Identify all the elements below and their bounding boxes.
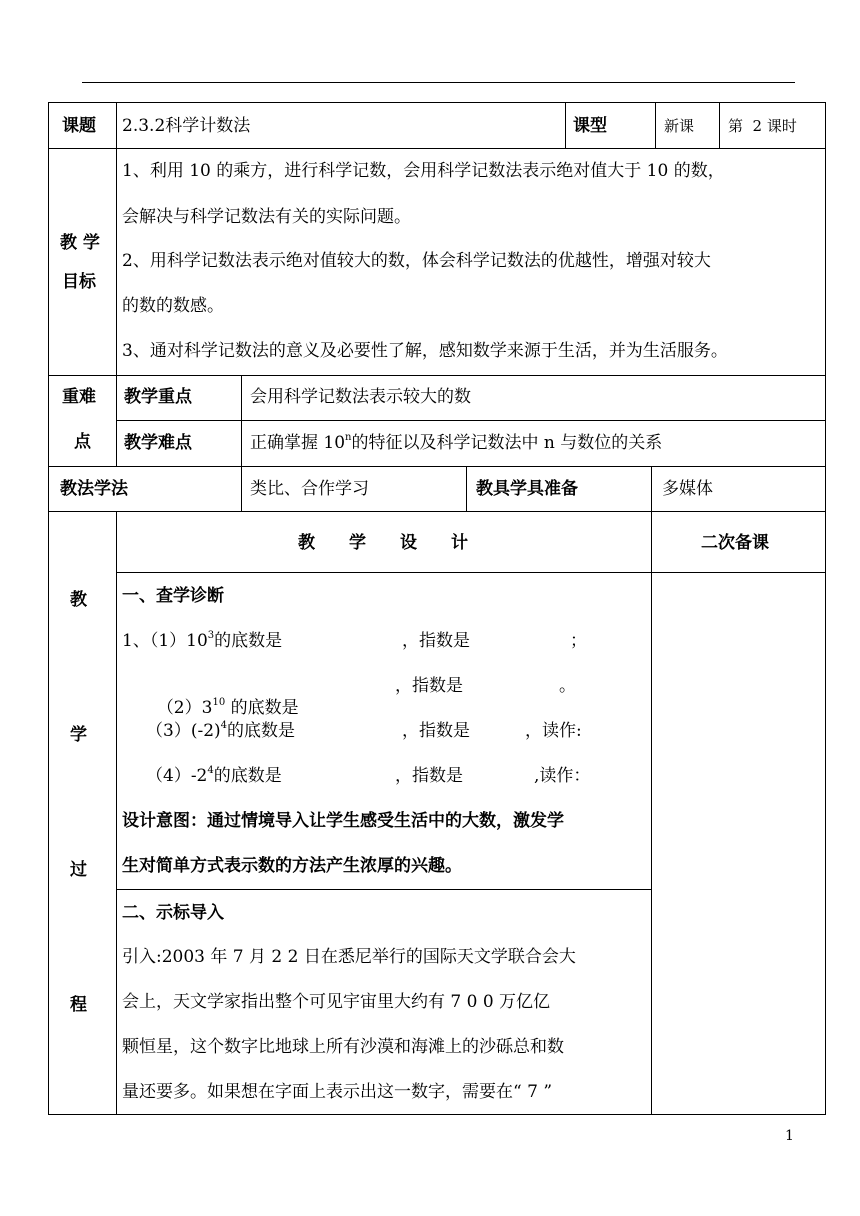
design-intent-line-2: 生对简单方式表示数的方法产生浓厚的兴趣。 [122, 856, 462, 876]
process-char-1: 教 [70, 590, 87, 610]
q3-sup: 4 [220, 720, 228, 731]
cell-second-prep [651, 572, 826, 1115]
difficulty-text-a: 正确掌握 10 [250, 433, 346, 453]
second-prep-header: 二次备课 [701, 533, 769, 553]
topic-title: 2.3.2科学计数法 [122, 116, 251, 136]
objectives-label-2: 目标 [62, 272, 96, 292]
focus-label: 教学重点 [124, 387, 192, 407]
tools-label: 教具学具准备 [476, 479, 578, 499]
q4-a: （4）-2 [146, 766, 208, 786]
objective-2-line-2: 的数的数感。 [122, 296, 224, 316]
q2-d: 。 [559, 676, 576, 696]
q4-d: ,读作： [534, 766, 591, 786]
process-char-3: 过 [70, 860, 87, 880]
q1-b: 的底数是 [214, 631, 283, 651]
question-2 [146, 675, 299, 722]
q4-c: ，指数是 [395, 766, 463, 786]
q2-c: ，指数是 [395, 676, 463, 696]
page-number: 1 [785, 1128, 794, 1144]
objectives-label-1: 教 学 [60, 233, 100, 253]
process-char-4: 程 [70, 995, 87, 1015]
tools-value: 多媒体 [662, 479, 713, 499]
methods-value: 类比、合作学习 [250, 479, 369, 499]
process-char-2: 学 [70, 725, 87, 745]
lesson-type: 新课 [664, 117, 695, 135]
q3-a: （3）(-2) [146, 721, 221, 741]
q1-sup: 3 [207, 630, 215, 641]
question-1 [122, 630, 282, 655]
design-intent-line-1: 设计意图：通过情境导入让学生感受生活中的大数，激发学 [122, 811, 564, 831]
q1-c: ，指数是 [402, 631, 470, 651]
objective-1-line-1: 1、利用 10 的乘方，进行科学记数，会用科学记数法表示绝对值大于 10 的数， [122, 161, 725, 181]
intro-line-3: 颗恒星，这个数字比地球上所有沙漠和海滩上的沙砾总和数 [122, 1037, 564, 1057]
methods-label: 教法学法 [60, 479, 128, 499]
keypoints-label-1: 重难 [62, 387, 96, 407]
intro-line-1: 引入:2003 年 7 月 2 2 日在悉尼举行的国际天文学联合会大 [122, 947, 576, 967]
intro-line-2: 会上，天文学家指出整个可见宇宙里大约有 7 0 0 万亿亿 [122, 992, 551, 1012]
q2-b: 的底数是 [225, 698, 299, 718]
question-3 [146, 720, 295, 745]
difficulty-text [250, 432, 662, 457]
q2-a: （2）3 [156, 698, 213, 718]
q3-d: ，读作: [525, 721, 582, 741]
q1-d: ； [570, 631, 587, 651]
section1-title: 一、查学诊断 [122, 586, 224, 606]
q4-b: 的底数是 [213, 766, 282, 786]
cell-objectives-label [48, 148, 117, 376]
type-label: 课型 [573, 116, 607, 136]
question-4 [146, 765, 282, 790]
objective-3: 3、通对科学记数法的意义及必要性了解，感知数学来源于生活，并为生活服务。 [122, 341, 728, 361]
q4-sup: 4 [207, 765, 214, 776]
intro-line-4: 量还要多。如果想在字面上表示出这一数字，需要在“ 7 ” [122, 1082, 553, 1102]
keypoints-label-2: 点 [74, 432, 91, 452]
q3-c: ，指数是 [402, 721, 470, 741]
section2-title: 二、示标导入 [122, 903, 224, 923]
topic-label: 课题 [62, 116, 96, 136]
difficulty-label: 教学难点 [124, 433, 192, 453]
q1-a: 1、（1）10 [122, 631, 208, 651]
focus-text: 会用科学记数法表示较大的数 [250, 387, 471, 407]
difficulty-text-b: 的特征以及科学记数法中 n 与数位的关系 [351, 433, 663, 453]
design-header: 教 学 设 计 [298, 533, 468, 553]
period: 第 2 课时 [728, 117, 797, 135]
header-rule [82, 82, 795, 83]
q2-sup: 10 [212, 697, 226, 708]
q3-b: 的底数是 [227, 721, 296, 741]
difficulty-sup: n [345, 432, 352, 443]
objective-2-line-1: 2、用科学记数法表示绝对值较大的数，体会科学记数法的优越性，增强对较大 [122, 251, 711, 271]
objective-1-line-2: 会解决与科学记数法有关的实际问题。 [122, 207, 411, 227]
